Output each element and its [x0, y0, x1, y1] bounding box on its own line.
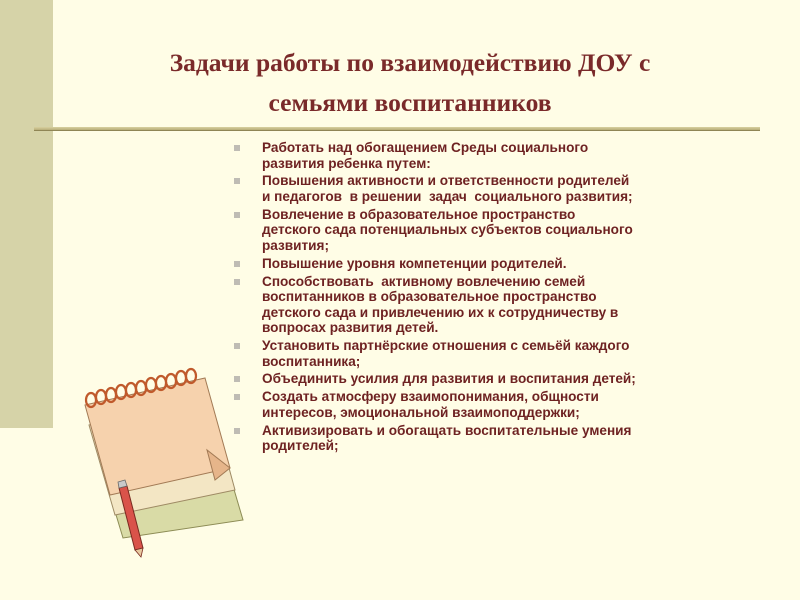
square-bullet-icon — [234, 343, 240, 349]
slide-title-line-2: семьями воспитанников — [268, 88, 552, 117]
square-bullet-icon — [234, 279, 240, 285]
bullet-item — [234, 389, 774, 420]
bullet-line: интересов, эмоциональной взаимоподдержки; — [262, 404, 580, 420]
square-bullet-icon — [234, 261, 240, 267]
bullet-item — [234, 274, 774, 336]
bullet-line: детского сада потенциальных субъектов социального — [262, 222, 633, 238]
bullet-item — [234, 173, 774, 204]
bullet-line: Создать атмосферу взаимопонимания, общности — [262, 389, 599, 405]
bullet-line: родителей; — [262, 438, 339, 454]
bullet-line: развития; — [262, 237, 329, 253]
bullet-line: Повышение уровня компетенции родителей. — [262, 255, 567, 271]
bullet-item — [234, 207, 774, 254]
bullet-line: Установить партнёрские отношения с семьёй каждого — [262, 338, 630, 354]
notepad-with-pencil-icon — [65, 350, 265, 560]
bullet-item — [234, 140, 774, 171]
bullet-line: Объединить усилия для развития и воспитания детей; — [262, 371, 636, 387]
bullet-item — [234, 256, 774, 272]
bullet-item — [234, 371, 774, 387]
bullet-line: и педагогов в решении задач социального развития; — [262, 188, 633, 204]
bullet-line: воспитанника; — [262, 353, 361, 369]
bullet-line: Активизировать и обогащать воспитательные умения — [262, 422, 632, 438]
bullet-line: Повышения активности и ответственности родителей — [262, 173, 630, 189]
bullet-line: Вовлечение в образовательное пространство — [262, 206, 576, 222]
bullet-line: детского сада и привлечению их к сотрудничеству в — [262, 304, 619, 320]
square-bullet-icon — [234, 178, 240, 184]
square-bullet-icon — [234, 145, 240, 151]
slide-title — [60, 43, 760, 123]
bullet-line: Способствовать активному вовлечению семей — [262, 273, 586, 289]
bullet-line: развития ребенка путем: — [262, 155, 431, 171]
bullet-line: воспитанников в образовательное пространство — [262, 289, 597, 305]
title-divider — [34, 127, 760, 131]
slide-title-line-1: Задачи работы по взаимодействию ДОУ с — [169, 48, 651, 77]
bullet-item — [234, 423, 774, 454]
bullet-line: вопросах развития детей. — [262, 320, 439, 336]
square-bullet-icon — [234, 212, 240, 218]
bullet-item — [234, 338, 774, 369]
side-bar — [0, 0, 53, 428]
bullet-list — [234, 140, 774, 456]
bullet-line: Работать над обогащением Среды социального — [262, 140, 589, 155]
